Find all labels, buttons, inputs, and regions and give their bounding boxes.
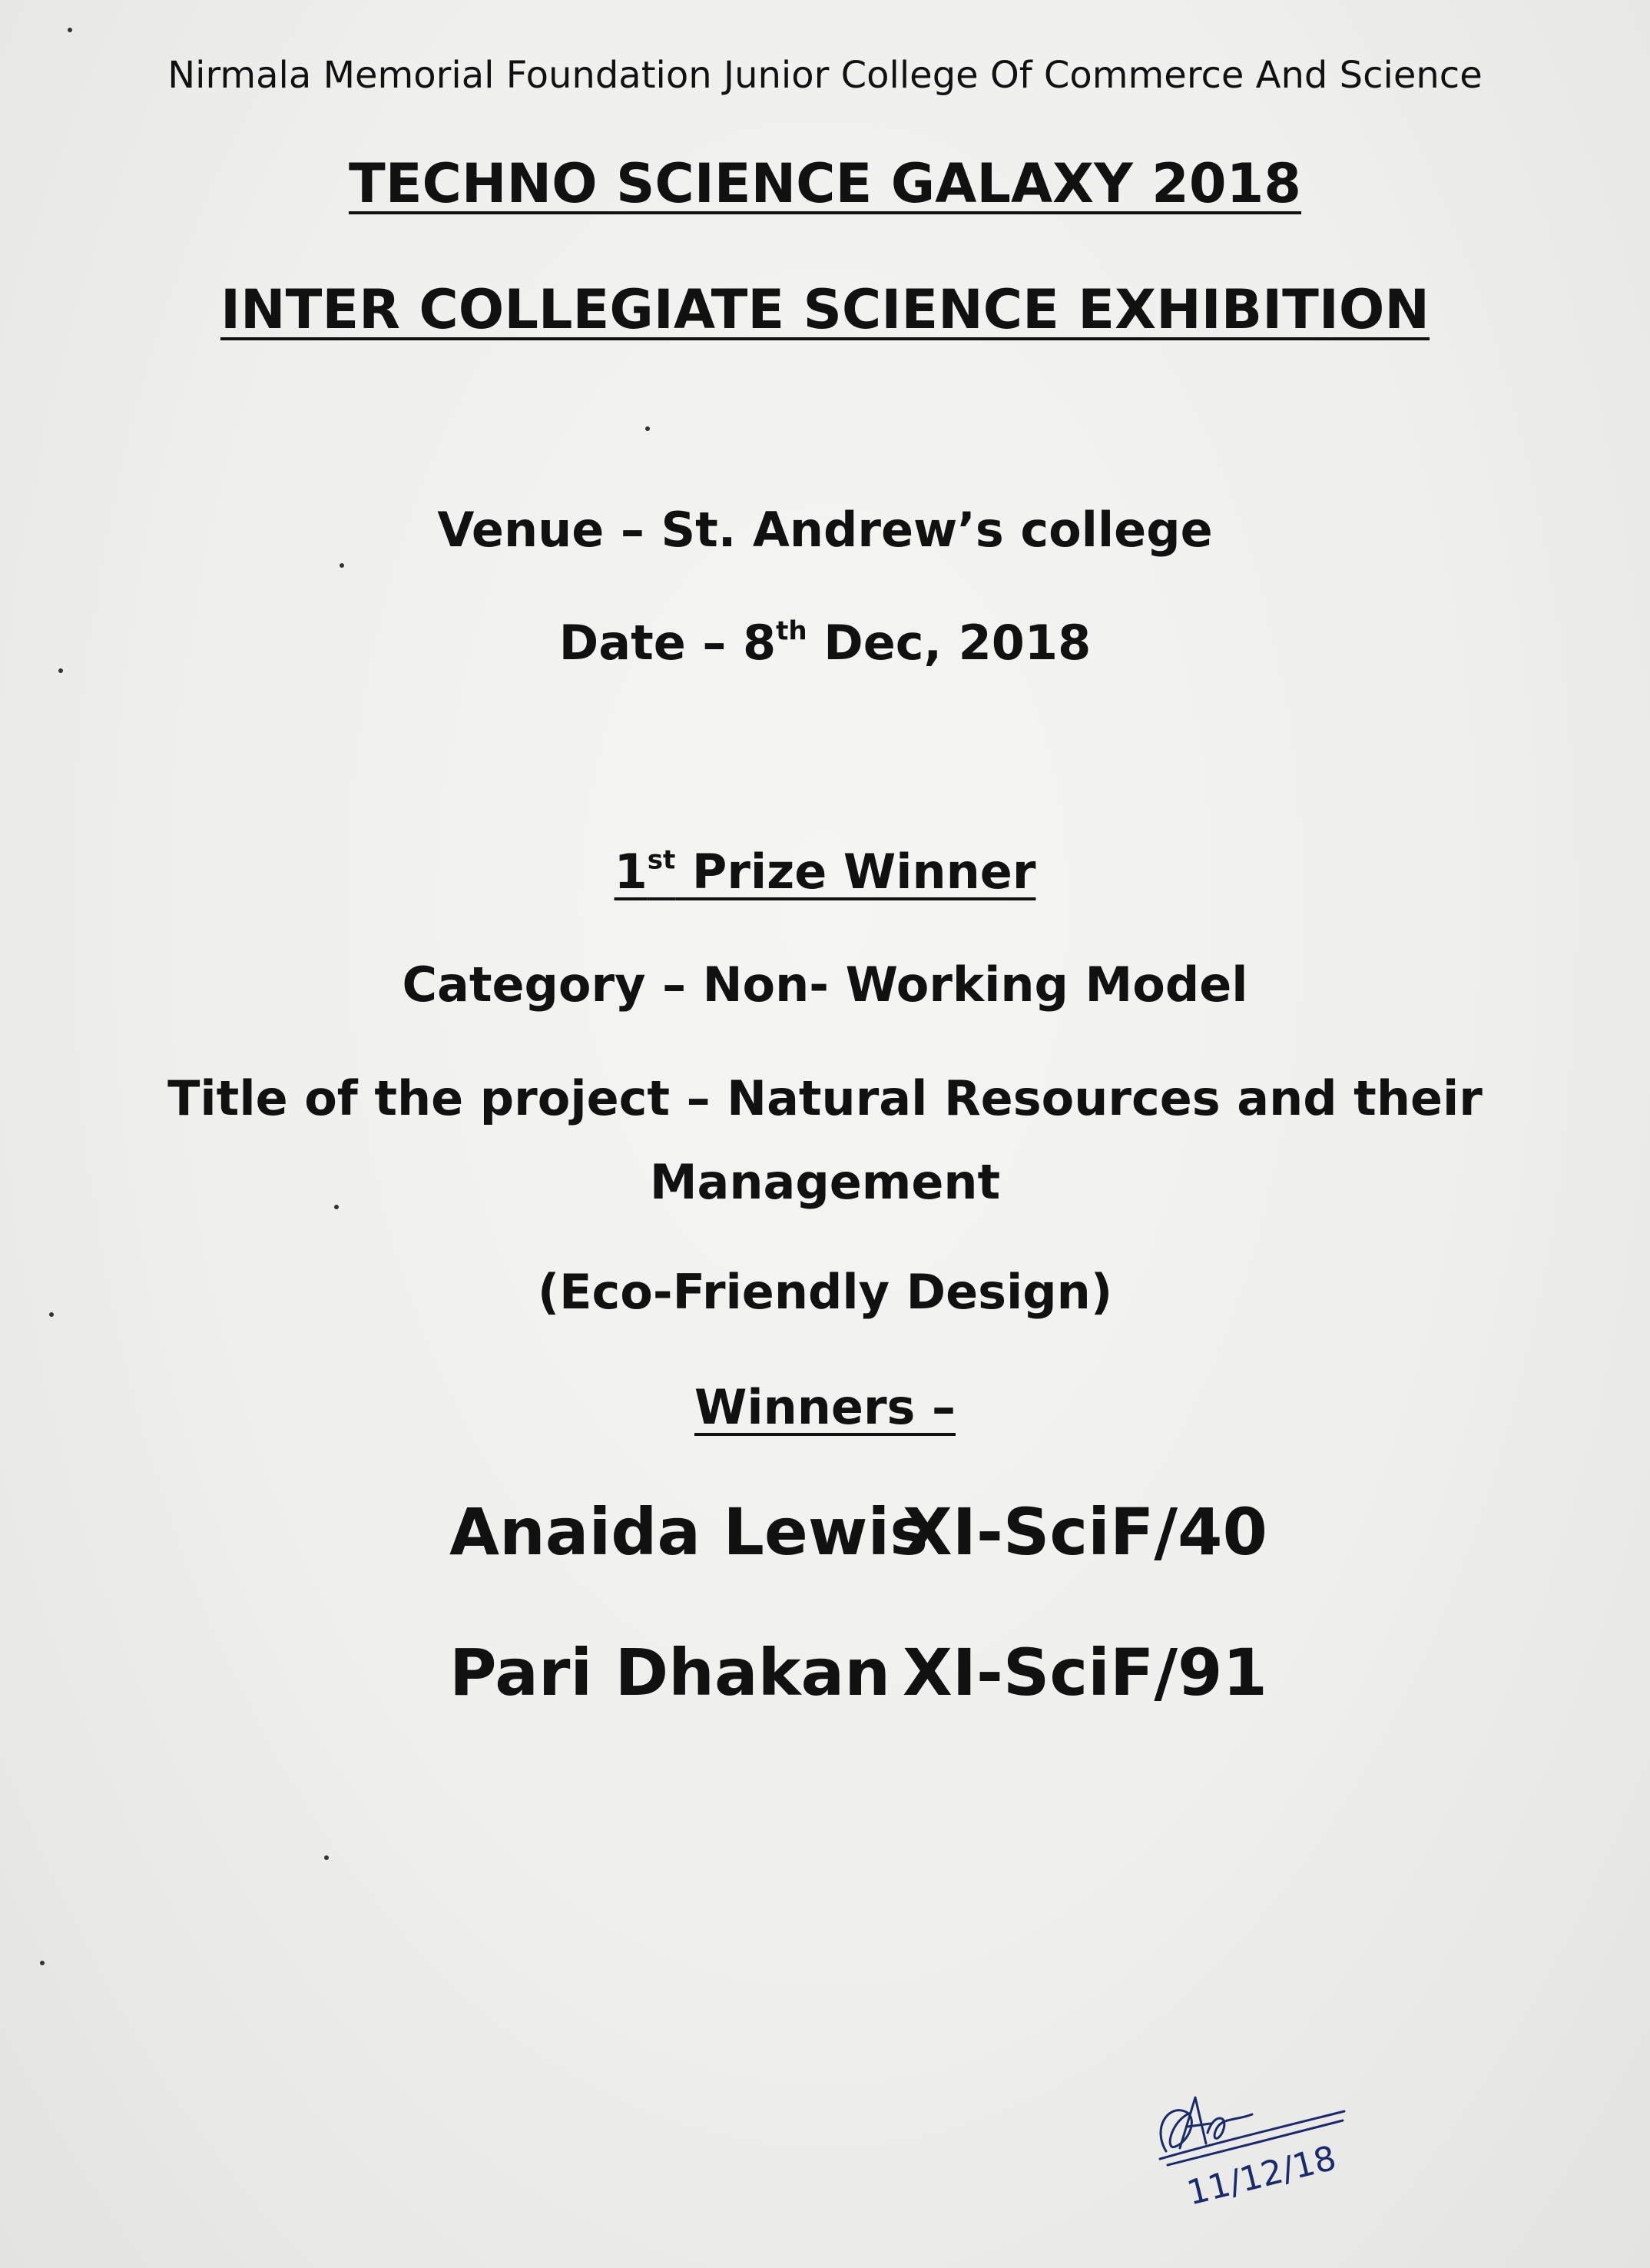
date-line — [0, 615, 1650, 671]
paper-speck — [645, 426, 650, 431]
event-subtitle — [0, 278, 1650, 341]
category-line: Category – Non- Working Model — [402, 957, 1248, 1013]
date-prefix: Date – 8 — [558, 615, 777, 671]
paper-speck — [68, 28, 72, 32]
signature-date: 11/12/18 — [1183, 2138, 1340, 2213]
winner-class: XI-Sci — [903, 1635, 1110, 1710]
project-note: (Eco-Friendly Design) — [537, 1264, 1113, 1320]
paper-speck — [324, 1855, 329, 1860]
date-rest: Dec, 2018 — [807, 615, 1092, 671]
paper-speck — [40, 1961, 45, 1965]
winner-roll: F/91 — [1110, 1635, 1267, 1710]
prize-heading — [0, 844, 1650, 900]
project-title-line-1: Title of the project – Natural Resources and their — [167, 1070, 1483, 1126]
prize-heading-text — [615, 844, 1036, 900]
winner-name: Anaida Lewis — [449, 1494, 929, 1570]
winner-class: XI-Sci — [903, 1494, 1110, 1570]
paper-speck — [334, 1205, 339, 1209]
paper-speck — [49, 1312, 54, 1317]
winners-heading — [0, 1379, 1650, 1435]
winner-roll: F/40 — [1110, 1494, 1267, 1570]
paper-speck — [340, 563, 344, 568]
date-suffix: th — [776, 615, 807, 647]
prize-rank-suffix: st — [647, 844, 676, 876]
event-subtitle-text: INTER COLLEGIATE SCIENCE EXHIBITION — [220, 278, 1430, 341]
paper-speck — [58, 668, 63, 673]
event-title-text: TECHNO SCIENCE GALAXY 2018 — [348, 152, 1302, 215]
project-title-line-2: Management — [649, 1154, 1001, 1210]
event-title — [0, 152, 1650, 215]
prize-rank: 1 — [614, 844, 648, 900]
venue-line: Venue – St. Andrew’s college — [437, 502, 1213, 558]
prize-label: Prize Winner — [675, 844, 1036, 900]
winner-name: Pari Dhakan — [449, 1635, 891, 1710]
college-name: Nirmala Memorial Foundation Junior College Of Commerce And Science — [167, 54, 1483, 97]
winners-heading-text: Winners – — [694, 1379, 956, 1435]
handwritten-signature — [1137, 2067, 1383, 2220]
